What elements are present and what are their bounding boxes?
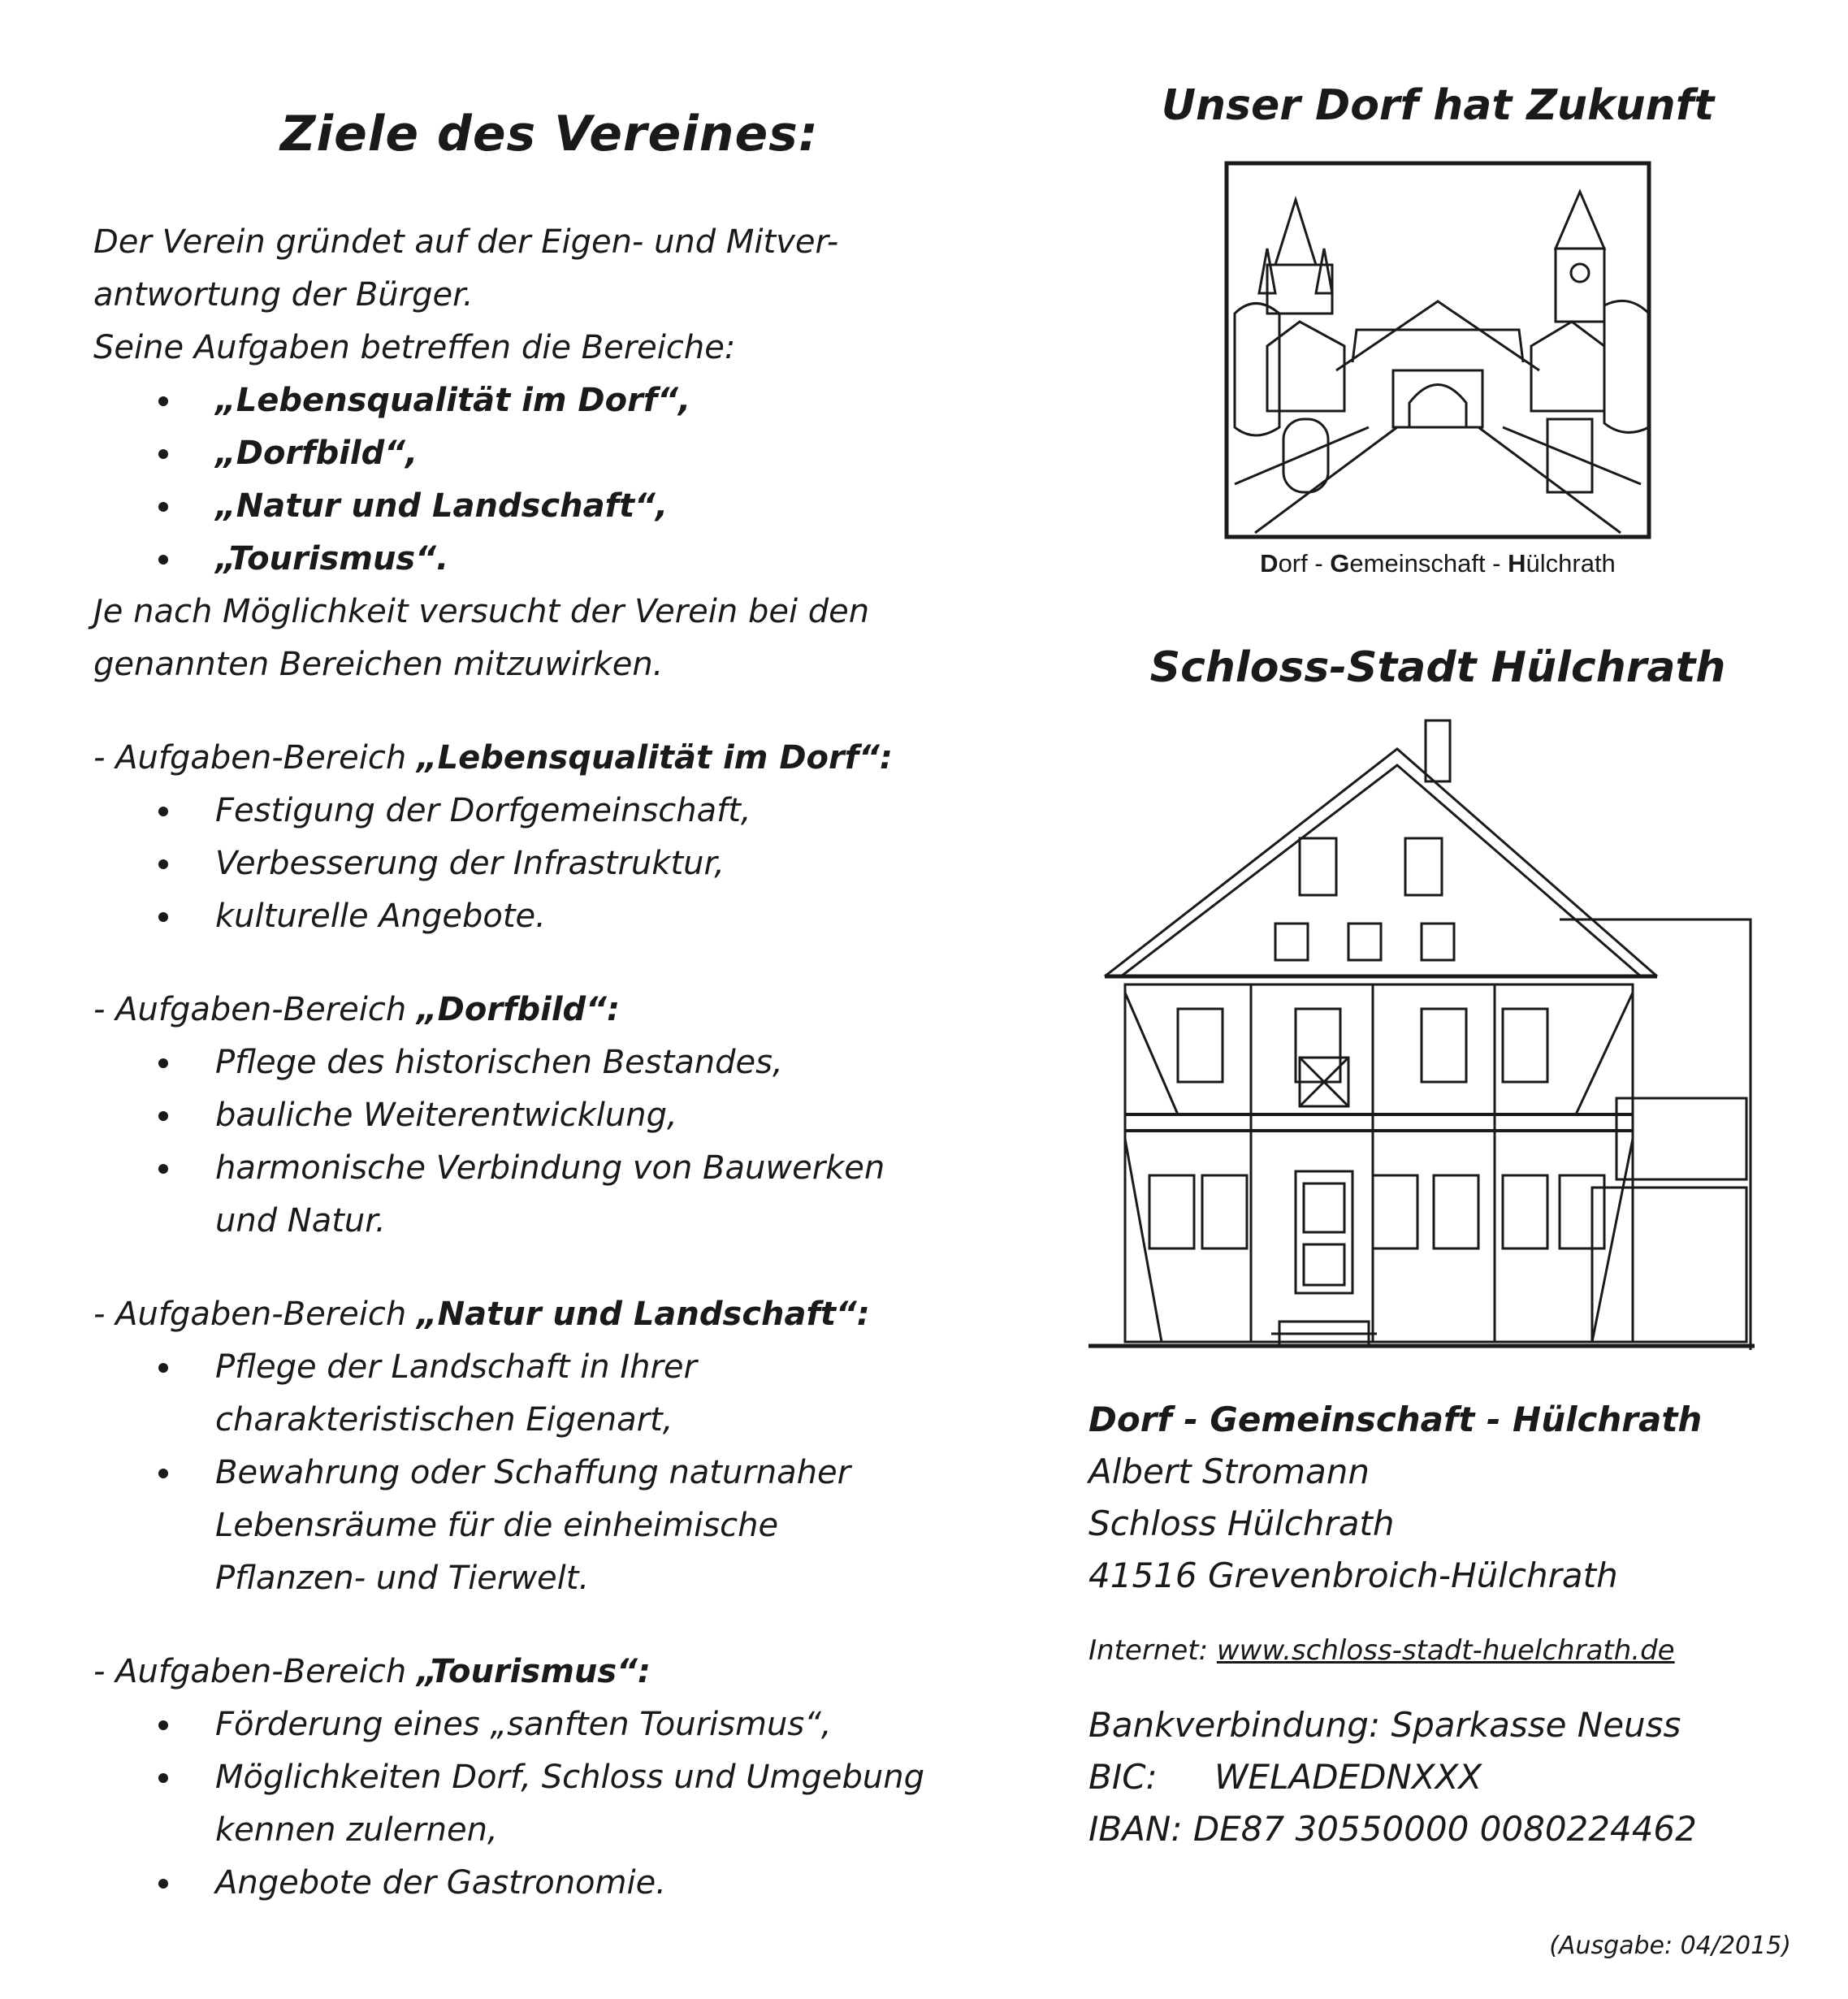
- intro-line: antwortung der Bürger.: [93, 276, 474, 314]
- section-list: [93, 1341, 1003, 1605]
- item-line: Förderung eines „sanften Tourismus“,: [215, 1706, 832, 1743]
- section-heading: [93, 1646, 1003, 1698]
- iban-value: DE87 30550000 0080224462: [1192, 1809, 1697, 1849]
- section-tourismus: [93, 1646, 1003, 1910]
- house-illustration: [1088, 716, 1795, 1353]
- bank-line: Bankverbindung: Sparkasse Neuss: [1088, 1705, 1681, 1745]
- section-heading: [93, 984, 1003, 1036]
- item-line: Festigung der Dorfgemeinschaft,: [215, 792, 751, 829]
- intro-line: Seine Aufgaben betreffen die Bereiche:: [93, 329, 736, 366]
- page-title: Ziele des Vereines:: [280, 106, 819, 162]
- item-line: Möglichkeiten Dorf, Schloss und Umgebung: [215, 1759, 924, 1796]
- website-link[interactable]: www.schloss-stadt-huelchrath.de: [1216, 1634, 1675, 1667]
- item-line: harmonische Verbindung von Bauwerken: [215, 1149, 885, 1187]
- section-prefix: - Aufgaben-Bereich: [93, 991, 417, 1028]
- list-item: [158, 785, 1003, 837]
- intro-line: Der Verein gründet auf der Eigen- und Mitver-: [93, 223, 839, 261]
- intro-text: [93, 216, 1003, 374]
- section-dorfbild: [93, 984, 1003, 1248]
- caption-initial: D: [1260, 549, 1279, 578]
- section-name: „Dorfbild“:: [416, 991, 620, 1028]
- list-item: [158, 890, 1003, 943]
- village-logo-icon: [1223, 159, 1653, 541]
- area-item: „Dorfbild“,: [158, 427, 1003, 480]
- item-line: kulturelle Angebote.: [215, 898, 546, 935]
- subtitle: Schloss-Stadt Hülchrath: [1149, 643, 1726, 692]
- org-name: Dorf - Gemeinschaft - Hülchrath: [1088, 1400, 1703, 1439]
- section-natur: [93, 1288, 1003, 1605]
- item-line: Pflege der Landschaft in Ihrer: [215, 1348, 697, 1386]
- iban-line: [1088, 1803, 1795, 1855]
- right-column: [1080, 81, 1795, 1855]
- caption-text: ülchrath: [1526, 549, 1616, 578]
- list-item: [158, 1089, 1003, 1142]
- outro-line: genannten Bereichen mitzuwirken.: [93, 646, 664, 683]
- section-heading: [93, 732, 1003, 785]
- section-list: [93, 1698, 1003, 1910]
- list-item: [158, 1036, 1003, 1089]
- contact-street: Schloss Hülchrath: [1088, 1504, 1395, 1543]
- area-item: „Natur und Landschaft“,: [158, 480, 1003, 533]
- iban-label: IBAN:: [1088, 1809, 1183, 1849]
- caption-initial: G: [1330, 549, 1350, 578]
- slogan-title: Unser Dorf hat Zukunft: [1161, 81, 1715, 130]
- section-name: „Tourismus“:: [416, 1653, 651, 1690]
- area-item: „Lebensqualität im Dorf“,: [158, 374, 1003, 427]
- contact-block: [1080, 1394, 1795, 1602]
- bic-label: BIC:: [1088, 1757, 1158, 1797]
- list-item: [158, 837, 1003, 890]
- item-line: Angebote der Gastronomie.: [215, 1864, 666, 1902]
- section-prefix: - Aufgaben-Bereich: [93, 739, 417, 777]
- section-name: „Natur und Landschaft“:: [416, 1296, 870, 1333]
- item-line: Pflege des historischen Bestandes,: [215, 1044, 783, 1081]
- item-line: und Natur.: [215, 1202, 386, 1240]
- item-line: Bewahrung oder Schaffung naturnaher: [215, 1454, 851, 1491]
- bank-block: [1080, 1699, 1795, 1855]
- item-line: kennen zulernen,: [215, 1811, 498, 1849]
- item-line: Lebensräume für die einheimische: [215, 1507, 779, 1544]
- left-column: [93, 89, 1003, 1910]
- caption-text: emeinschaft -: [1349, 549, 1508, 578]
- list-item: [158, 1142, 1003, 1248]
- internet-line: [1080, 1634, 1795, 1667]
- caption-text: orf -: [1278, 549, 1331, 578]
- item-line: bauliche Weiterentwicklung,: [215, 1097, 677, 1134]
- section-list: [93, 785, 1003, 943]
- internet-label: Internet:: [1088, 1634, 1217, 1667]
- section-name: „Lebensqualität im Dorf“:: [416, 739, 893, 777]
- section-list: [93, 1036, 1003, 1248]
- list-item: [158, 1341, 1003, 1447]
- item-line: Verbesserung der Infrastruktur,: [215, 845, 725, 882]
- area-item: „Tourismus“.: [158, 533, 1003, 586]
- list-item: [158, 1698, 1003, 1751]
- contact-name: Albert Stromann: [1088, 1452, 1370, 1491]
- area-list: [93, 374, 1003, 586]
- list-item: [158, 1857, 1003, 1910]
- caption-initial: H: [1508, 549, 1526, 578]
- half-timbered-house-icon: [1088, 716, 1755, 1350]
- bic-line: [1088, 1751, 1795, 1803]
- section-lebensqualitaet: [93, 732, 1003, 943]
- contact-city: 41516 Grevenbroich-Hülchrath: [1088, 1555, 1618, 1595]
- outro-text: [93, 586, 1003, 691]
- item-line: charakteristischen Eigenart,: [215, 1401, 673, 1439]
- list-item: [158, 1751, 1003, 1857]
- section-heading: [93, 1288, 1003, 1341]
- village-logo: [1223, 159, 1653, 578]
- section-prefix: - Aufgaben-Bereich: [93, 1296, 417, 1333]
- edition-note: (Ausgabe: 04/2015): [1549, 1932, 1791, 1960]
- item-line: Pflanzen- und Tierwelt.: [215, 1560, 590, 1597]
- logo-caption: [1223, 549, 1653, 578]
- section-prefix: - Aufgaben-Bereich: [93, 1653, 417, 1690]
- bic-value: WELADEDNXXX: [1214, 1757, 1482, 1797]
- list-item: [158, 1447, 1003, 1605]
- outro-line: Je nach Möglichkeit versucht der Verein bei den: [93, 593, 870, 630]
